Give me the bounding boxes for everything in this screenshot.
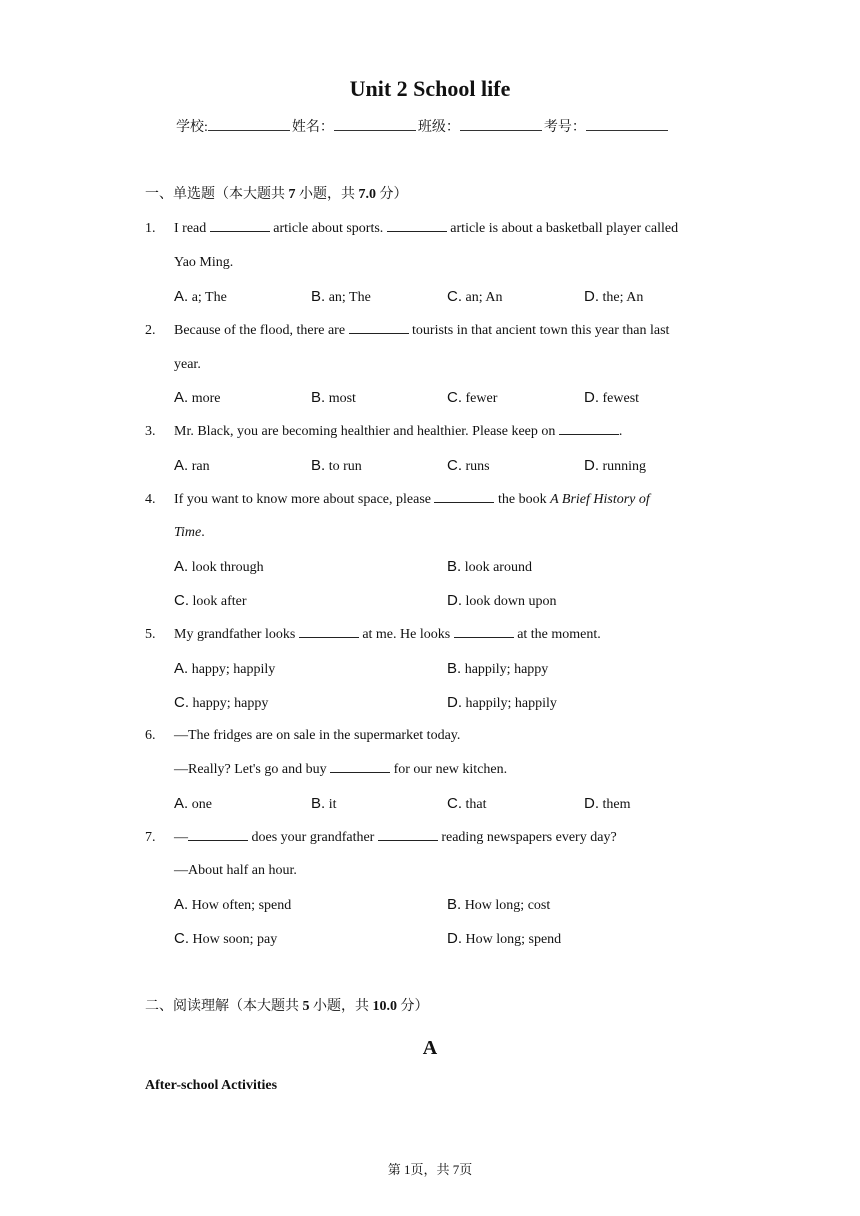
option-b[interactable]: B. How long; cost [447,896,551,913]
student-info-line [176,116,736,139]
question-1-text-cont: Yao Ming. [174,255,234,270]
answer-blank [299,624,359,638]
option-b[interactable]: B. to run [311,457,362,474]
option-a[interactable]: A. look through [174,558,264,575]
option-b[interactable]: B. an; The [311,288,371,305]
section-heading-single-choice: 一、单选题（本大题共 7 小题，共 7.0 分） [145,187,408,202]
question-1-text: I read article about sports. article is about a basketball player called [174,218,719,240]
option-d[interactable]: D. them [584,795,631,812]
answer-blank [188,827,248,841]
school-blank[interactable] [208,116,290,131]
option-a[interactable]: A. ran [174,457,210,474]
question-5-text: My grandfather looks at me. He looks at the moment. [174,624,719,646]
option-b[interactable]: B. happily; happy [447,660,549,677]
answer-blank [378,827,438,841]
school-label: 学校: [176,120,208,135]
option-c[interactable]: C. fewer [447,389,498,406]
option-a[interactable]: A. How often; spend [174,896,292,913]
option-b[interactable]: B. it [311,795,337,812]
question-2-text: Because of the flood, there are tourists in that ancient town this year than last [174,320,719,342]
question-number: 7. [145,830,156,845]
option-d[interactable]: D. How long; spend [447,930,562,947]
option-c[interactable]: C. How soon; pay [174,930,278,947]
class-label: 班级： [417,120,460,135]
question-number: 5. [145,627,156,642]
question-7-text-cont: —About half an hour. [174,863,297,878]
answer-blank [559,421,619,435]
option-d[interactable]: D. happily; happily [447,694,557,711]
option-d[interactable]: D. running [584,457,647,474]
answer-blank [434,489,494,503]
name-label: 姓名： [291,120,334,135]
question-6-text-cont: —Really? Let's go and buy for our new kitchen. [174,759,719,781]
section-heading-reading: 二、阅读理解（本大题共 5 小题，共 10.0 分） [145,999,429,1014]
question-4-text: If you want to know more about space, please the book A Brief History of [174,489,719,511]
option-a[interactable]: A. one [174,795,212,812]
name-blank[interactable] [334,116,416,131]
question-6-text: —The fridges are on sale in the supermarket today. [174,728,461,743]
answer-blank [210,218,270,232]
option-a[interactable]: A. a; The [174,288,227,305]
answer-blank [330,759,390,773]
question-number: 3. [145,424,156,439]
option-c[interactable]: C. runs [447,457,490,474]
page-footer: 第 1页，共 7页 [387,1162,473,1177]
page-title: Unit 2 School life [349,76,511,101]
option-c[interactable]: C. that [447,795,487,812]
option-a[interactable]: A. more [174,389,221,406]
exam-number-label: 考号： [543,120,586,135]
option-a[interactable]: A. happy; happily [174,660,276,677]
question-number: 1. [145,221,156,236]
option-d[interactable]: D. fewest [584,389,640,406]
exam-number-blank[interactable] [586,116,668,131]
question-number: 6. [145,728,156,743]
question-3-text: Mr. Black, you are becoming healthier and healthier. Please keep on . [174,421,719,443]
answer-blank [454,624,514,638]
question-4-text-cont: Time. [174,525,205,540]
answer-blank [387,218,447,232]
option-b[interactable]: B. most [311,389,356,406]
answer-blank [349,320,409,334]
option-c[interactable]: C. look after [174,592,247,609]
question-7-text: — does your grandfather reading newspapers every day? [174,827,719,849]
option-d[interactable]: D. look down upon [447,592,557,609]
passage-title: After-school Activities [145,1078,278,1093]
passage-letter: A [422,1037,438,1059]
question-number: 2. [145,323,156,338]
option-c[interactable]: C. an; An [447,288,503,305]
option-c[interactable]: C. happy; happy [174,694,269,711]
option-d[interactable]: D. the; An [584,288,644,305]
class-blank[interactable] [460,116,542,131]
question-number: 4. [145,492,156,507]
question-2-text-cont: year. [174,357,201,372]
option-b[interactable]: B. look around [447,558,532,575]
